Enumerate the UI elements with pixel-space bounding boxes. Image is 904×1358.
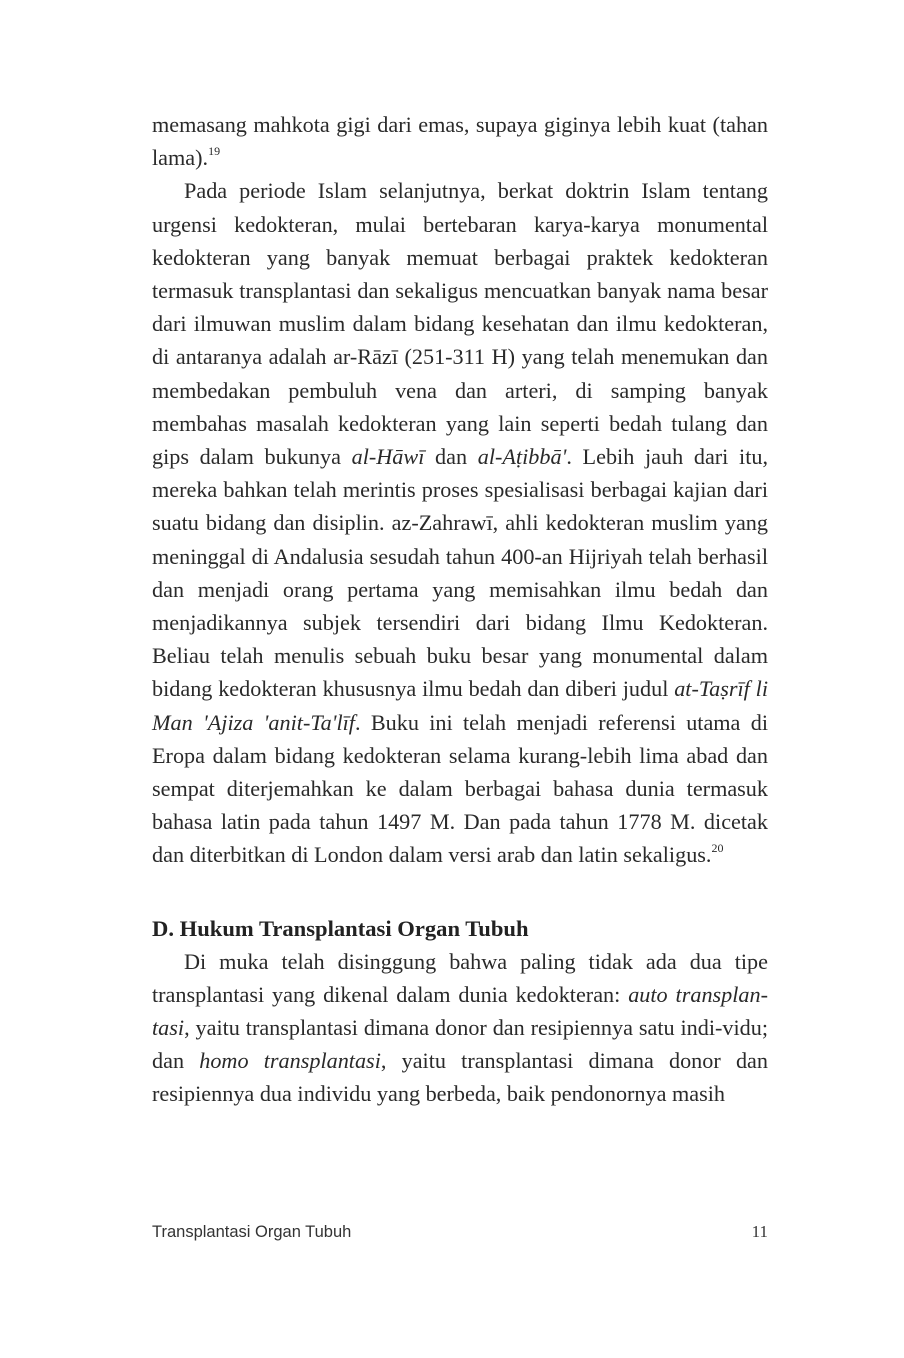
paragraph-transplant-types [152,945,768,1111]
page-footer [152,1222,768,1242]
paragraph-text: , yaitu transplantasi dimana donor dan resipiennya dua individu yang berbeda, baik pendonornya masih [152,1048,768,1107]
book-title-at-tasrif: at-Taṣrīf li Man 'Ajiza 'anit-Ta'līf [152,676,768,735]
paragraph-text: . Lebih jauh dari itu, mereka bahkan telah merintis proses spesialisasi berbagai kajian dari suatu bidang dan disiplin. az-Zahrawī, ahli kedokteran muslim yang meninggal di Andalusia sesudah tahun 400-an Hijriyah telah berhasil dan menjadi orang pertama yang memisahkan ilmu bedah dan menjadikannya subjek tersendiri dari bidang Ilmu Kedokteran. Beliau telah menulis sebuah buku besar yang monumental dalam bidang kedokteran khususnya ilmu bedah dan diberi judul [152,444,768,702]
paragraph-continuation [152,108,768,174]
section-heading: D. Hukum Transplantasi Organ Tubuh [152,915,529,941]
book-title-al-atibba: al-Aṭibbā' [477,444,567,470]
paragraph-text: Di muka telah disinggung bahwa paling tidak ada dua tipe transplantasi yang dikenal dalam dunia kedokteran: [152,948,768,1007]
page-number: 11 [751,1222,768,1241]
book-title-al-hawi: al-Hāwī [351,444,425,470]
footnote-ref-19[interactable]: 19 [208,143,221,158]
term-homo-transplantasi: homo transplantasi [199,1048,381,1074]
paragraph-text: Pada periode Islam selanjutnya, berkat doktrin Islam tentang urgensi kedokteran, mulai bertebaran karya-karya monumental kedokteran yang banyak memuat berbagai praktek kedokteran termasuk transplantasi dan sekaligus mencuatkan banyak nama besar dari ilmuwan muslim dalam bidang kesehatan dan ilmu kedokteran, di antaranya adalah ar-Rāzī (251-311 H) yang telah menemukan dan membedakan pembuluh vena dan arteri, di samping banyak membahas masalah kedokteran yang lain seperti bedah tulang dan gips dalam bukunya [152,178,768,470]
footnote-ref-20[interactable]: 20 [711,841,724,856]
paragraph-text: . Buku ini telah menjadi referensi utama di Eropa dalam bidang kedokteran selama kurang-lebih lima abad dan sempat diterjemahkan ke dalam berbagai bahasa dunia termasuk bahasa latin pada tahun 1497 M. Dan pada tahun 1778 M. dicetak dan diterbitkan di London dalam versi arab dan latin sekaligus. [152,709,768,868]
paragraph-text: memasang mahkota gigi dari emas, supaya giginya lebih kuat (tahan lama). [152,112,768,171]
term-auto-transplantasi: auto transplan-tasi [152,981,769,1041]
page-content [152,108,768,1111]
paragraph-islamic-medicine [152,174,768,871]
running-footer-title: Transplantasi Organ Tubuh [152,1223,352,1241]
paragraph-text: dan [424,444,478,470]
paragraph-text: , yaitu transplantasi dimana donor dan resipiennya satu indi-vidu; dan [152,1015,768,1074]
